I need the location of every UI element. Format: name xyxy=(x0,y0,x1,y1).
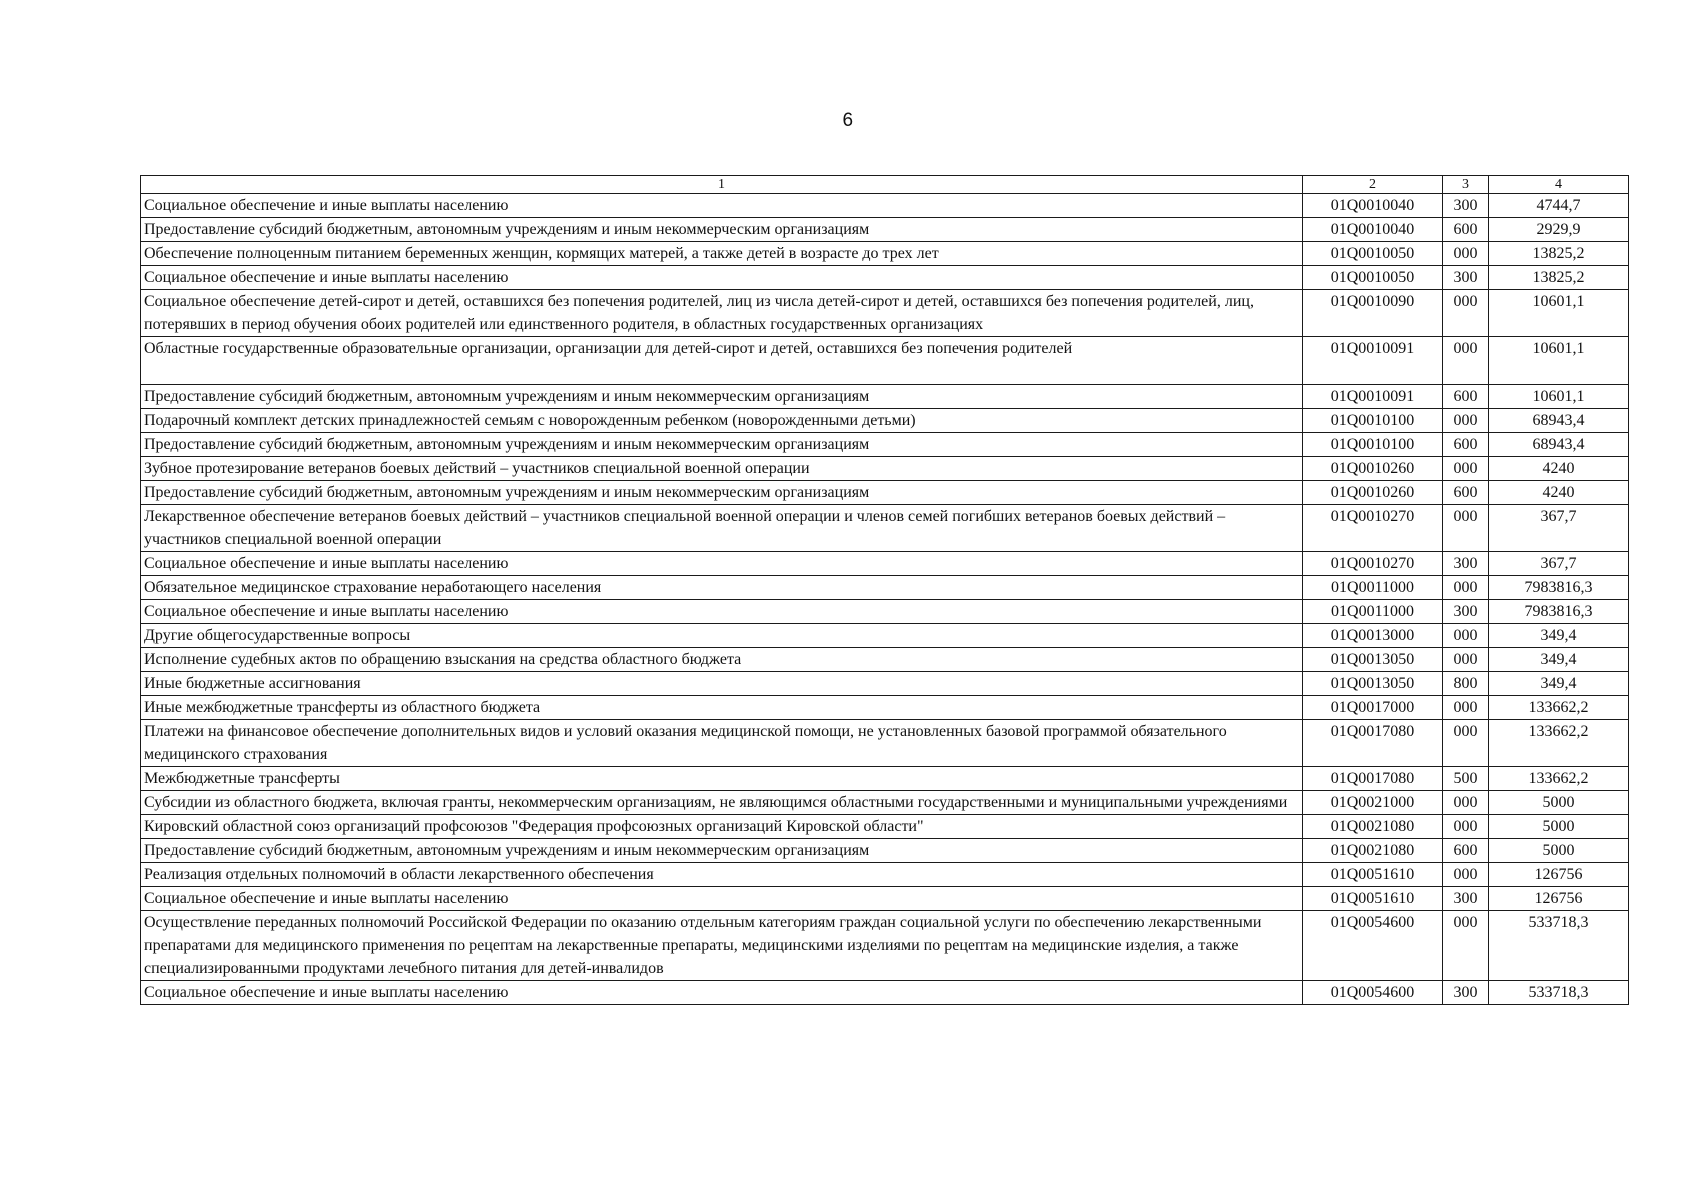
row-amount-cell: 10601,1 xyxy=(1489,385,1629,409)
row-name-cell: Подарочный комплект детских принадлежностей семьям с новорожденным ребенком (новорожденными детьми) xyxy=(141,409,1303,433)
row-code-cell: 01Q0010100 xyxy=(1303,433,1443,457)
row-amount-cell: 2929,9 xyxy=(1489,218,1629,242)
row-type-cell: 000 xyxy=(1443,863,1489,887)
row-name-cell: Социальное обеспечение и иные выплаты населению xyxy=(141,600,1303,624)
row-code-cell: 01Q0013050 xyxy=(1303,648,1443,672)
table-row xyxy=(141,672,1629,696)
row-name-cell: Социальное обеспечение и иные выплаты населению xyxy=(141,552,1303,576)
header-row xyxy=(141,176,1629,194)
row-type-cell: 300 xyxy=(1443,194,1489,218)
row-name-cell: Осуществление переданных полномочий Российской Федерации по оказанию отдельным категориям граждан социальной услуги по обеспечению лекарственными препаратами для медицинского применения по рецептам на лекарственные препараты, медицинскими изделиями по рецептам на медицинские изделия, а также специализированными продуктами лечебного питания для детей-инвалидов xyxy=(141,911,1303,981)
row-name-cell: Другие общегосударственные вопросы xyxy=(141,624,1303,648)
row-amount-cell: 133662,2 xyxy=(1489,696,1629,720)
page-number: 6 xyxy=(842,110,854,131)
row-amount-cell: 68943,4 xyxy=(1489,409,1629,433)
row-amount-cell: 133662,2 xyxy=(1489,767,1629,791)
table-row xyxy=(141,194,1629,218)
row-type-cell: 300 xyxy=(1443,887,1489,911)
row-amount-cell: 349,4 xyxy=(1489,624,1629,648)
row-name-cell: Зубное протезирование ветеранов боевых действий – участников специальной военной операции xyxy=(141,457,1303,481)
row-amount-cell: 4240 xyxy=(1489,481,1629,505)
row-type-cell: 000 xyxy=(1443,648,1489,672)
row-amount-cell: 133662,2 xyxy=(1489,720,1629,767)
row-name-cell: Исполнение судебных актов по обращению взыскания на средства областного бюджета xyxy=(141,648,1303,672)
row-name-cell: Социальное обеспечение и иные выплаты населению xyxy=(141,194,1303,218)
row-type-cell: 000 xyxy=(1443,624,1489,648)
row-code-cell: 01Q0013000 xyxy=(1303,624,1443,648)
table-row xyxy=(141,887,1629,911)
row-code-cell: 01Q0010050 xyxy=(1303,266,1443,290)
row-amount-cell: 533718,3 xyxy=(1489,911,1629,981)
row-code-cell: 01Q0021080 xyxy=(1303,839,1443,863)
row-name-cell: Социальное обеспечение и иные выплаты населению xyxy=(141,981,1303,1005)
row-type-cell: 600 xyxy=(1443,433,1489,457)
table-row xyxy=(141,791,1629,815)
table-row xyxy=(141,839,1629,863)
table-row xyxy=(141,290,1629,337)
row-code-cell: 01Q0011000 xyxy=(1303,600,1443,624)
table-header xyxy=(141,176,1629,194)
table-row xyxy=(141,552,1629,576)
header-col-1: 1 xyxy=(141,176,1303,194)
table-row xyxy=(141,911,1629,981)
table-row xyxy=(141,624,1629,648)
row-name-cell: Предоставление субсидий бюджетным, автономным учреждениям и иным некоммерческим организациям xyxy=(141,385,1303,409)
row-code-cell: 01Q0017080 xyxy=(1303,720,1443,767)
table-row xyxy=(141,433,1629,457)
row-name-cell: Обязательное медицинское страхование неработающего населения xyxy=(141,576,1303,600)
row-amount-cell: 126756 xyxy=(1489,887,1629,911)
row-amount-cell: 68943,4 xyxy=(1489,433,1629,457)
row-code-cell: 01Q0010270 xyxy=(1303,552,1443,576)
row-code-cell: 01Q0017000 xyxy=(1303,696,1443,720)
table-row xyxy=(141,457,1629,481)
row-amount-cell: 13825,2 xyxy=(1489,266,1629,290)
row-code-cell: 01Q0010100 xyxy=(1303,409,1443,433)
table-row xyxy=(141,600,1629,624)
row-code-cell: 01Q0010260 xyxy=(1303,481,1443,505)
row-name-cell: Обеспечение полноценным питанием беременных женщин, кормящих матерей, а также детей в возрасте до трех лет xyxy=(141,242,1303,266)
header-col-3: 3 xyxy=(1443,176,1489,194)
row-amount-cell: 349,4 xyxy=(1489,672,1629,696)
row-type-cell: 000 xyxy=(1443,720,1489,767)
row-amount-cell: 4744,7 xyxy=(1489,194,1629,218)
row-name-cell: Предоставление субсидий бюджетным, автономным учреждениям и иным некоммерческим организациям xyxy=(141,433,1303,457)
table-row xyxy=(141,218,1629,242)
row-type-cell: 000 xyxy=(1443,815,1489,839)
table-row xyxy=(141,696,1629,720)
table-row xyxy=(141,409,1629,433)
table-row xyxy=(141,242,1629,266)
row-type-cell: 000 xyxy=(1443,791,1489,815)
table-row xyxy=(141,981,1629,1005)
table-row xyxy=(141,505,1629,552)
row-type-cell: 600 xyxy=(1443,481,1489,505)
row-amount-cell: 7983816,3 xyxy=(1489,600,1629,624)
row-code-cell: 01Q0010090 xyxy=(1303,290,1443,337)
header-col-4: 4 xyxy=(1489,176,1629,194)
table-body xyxy=(141,194,1629,1005)
row-type-cell: 300 xyxy=(1443,600,1489,624)
row-amount-cell: 367,7 xyxy=(1489,552,1629,576)
table-row xyxy=(141,337,1629,385)
row-type-cell: 600 xyxy=(1443,839,1489,863)
row-amount-cell: 10601,1 xyxy=(1489,290,1629,337)
row-amount-cell: 5000 xyxy=(1489,815,1629,839)
row-type-cell: 000 xyxy=(1443,696,1489,720)
row-amount-cell: 367,7 xyxy=(1489,505,1629,552)
row-name-cell: Социальное обеспечение и иные выплаты населению xyxy=(141,266,1303,290)
table-row xyxy=(141,481,1629,505)
row-name-cell: Субсидии из областного бюджета, включая гранты, некоммерческим организациям, не являющимся областными государственными и муниципальными учреждениями xyxy=(141,791,1303,815)
table-row xyxy=(141,648,1629,672)
row-code-cell: 01Q0051610 xyxy=(1303,887,1443,911)
row-name-cell: Предоставление субсидий бюджетным, автономным учреждениям и иным некоммерческим организациям xyxy=(141,481,1303,505)
row-name-cell: Иные межбюджетные трансферты из областного бюджета xyxy=(141,696,1303,720)
row-code-cell: 01Q0013050 xyxy=(1303,672,1443,696)
row-name-cell: Иные бюджетные ассигнования xyxy=(141,672,1303,696)
row-type-cell: 000 xyxy=(1443,911,1489,981)
row-name-cell: Кировский областной союз организаций профсоюзов "Федерация профсоюзных организаций Кировской области" xyxy=(141,815,1303,839)
row-type-cell: 600 xyxy=(1443,218,1489,242)
row-name-cell: Предоставление субсидий бюджетным, автономным учреждениям и иным некоммерческим организациям xyxy=(141,218,1303,242)
row-code-cell: 01Q0010040 xyxy=(1303,194,1443,218)
row-amount-cell: 126756 xyxy=(1489,863,1629,887)
row-name-cell: Лекарственное обеспечение ветеранов боевых действий – участников специальной военной операции и членов семей погибших ветеранов боевых действий – участников специальной военной операции xyxy=(141,505,1303,552)
row-amount-cell: 349,4 xyxy=(1489,648,1629,672)
row-code-cell: 01Q0010040 xyxy=(1303,218,1443,242)
row-code-cell: 01Q0054600 xyxy=(1303,981,1443,1005)
row-type-cell: 000 xyxy=(1443,505,1489,552)
row-name-cell: Предоставление субсидий бюджетным, автономным учреждениям и иным некоммерческим организациям xyxy=(141,839,1303,863)
row-type-cell: 000 xyxy=(1443,409,1489,433)
row-type-cell: 000 xyxy=(1443,457,1489,481)
row-amount-cell: 10601,1 xyxy=(1489,337,1629,385)
row-name-cell: Платежи на финансовое обеспечение дополнительных видов и условий оказания медицинской помощи, не установленных базовой программой обязательного медицинского страхования xyxy=(141,720,1303,767)
table-row xyxy=(141,863,1629,887)
table-row xyxy=(141,576,1629,600)
table-row xyxy=(141,266,1629,290)
row-code-cell: 01Q0051610 xyxy=(1303,863,1443,887)
row-type-cell: 600 xyxy=(1443,385,1489,409)
row-type-cell: 300 xyxy=(1443,981,1489,1005)
row-name-cell: Социальное обеспечение детей-сирот и детей, оставшихся без попечения родителей, лиц из числа детей-сирот и детей, оставшихся без попечения родителей, лиц, потерявших в период обучения обоих родителей или единственного родителя, в областных государственных организациях xyxy=(141,290,1303,337)
row-name-cell: Областные государственные образовательные организации, организации для детей-сирот и детей, оставшихся без попечения родителей xyxy=(141,337,1303,385)
row-type-cell: 000 xyxy=(1443,290,1489,337)
table-row xyxy=(141,385,1629,409)
row-code-cell: 01Q0021000 xyxy=(1303,791,1443,815)
table-row xyxy=(141,720,1629,767)
row-code-cell: 01Q0010270 xyxy=(1303,505,1443,552)
row-code-cell: 01Q0011000 xyxy=(1303,576,1443,600)
row-type-cell: 300 xyxy=(1443,552,1489,576)
row-amount-cell: 13825,2 xyxy=(1489,242,1629,266)
row-amount-cell: 5000 xyxy=(1489,839,1629,863)
row-amount-cell: 4240 xyxy=(1489,457,1629,481)
row-type-cell: 000 xyxy=(1443,337,1489,385)
row-type-cell: 300 xyxy=(1443,266,1489,290)
row-code-cell: 01Q0054600 xyxy=(1303,911,1443,981)
row-type-cell: 800 xyxy=(1443,672,1489,696)
row-code-cell: 01Q0010091 xyxy=(1303,337,1443,385)
row-type-cell: 000 xyxy=(1443,242,1489,266)
row-code-cell: 01Q0010050 xyxy=(1303,242,1443,266)
row-amount-cell: 5000 xyxy=(1489,791,1629,815)
row-amount-cell: 7983816,3 xyxy=(1489,576,1629,600)
row-amount-cell: 533718,3 xyxy=(1489,981,1629,1005)
row-type-cell: 500 xyxy=(1443,767,1489,791)
table-row xyxy=(141,767,1629,791)
row-code-cell: 01Q0021080 xyxy=(1303,815,1443,839)
row-name-cell: Реализация отдельных полномочий в области лекарственного обеспечения xyxy=(141,863,1303,887)
row-type-cell: 000 xyxy=(1443,576,1489,600)
header-col-2: 2 xyxy=(1303,176,1443,194)
budget-table xyxy=(140,175,1629,1005)
row-code-cell: 01Q0010260 xyxy=(1303,457,1443,481)
row-name-cell: Социальное обеспечение и иные выплаты населению xyxy=(141,887,1303,911)
table-row xyxy=(141,815,1629,839)
row-code-cell: 01Q0010091 xyxy=(1303,385,1443,409)
row-name-cell: Межбюджетные трансферты xyxy=(141,767,1303,791)
row-code-cell: 01Q0017080 xyxy=(1303,767,1443,791)
